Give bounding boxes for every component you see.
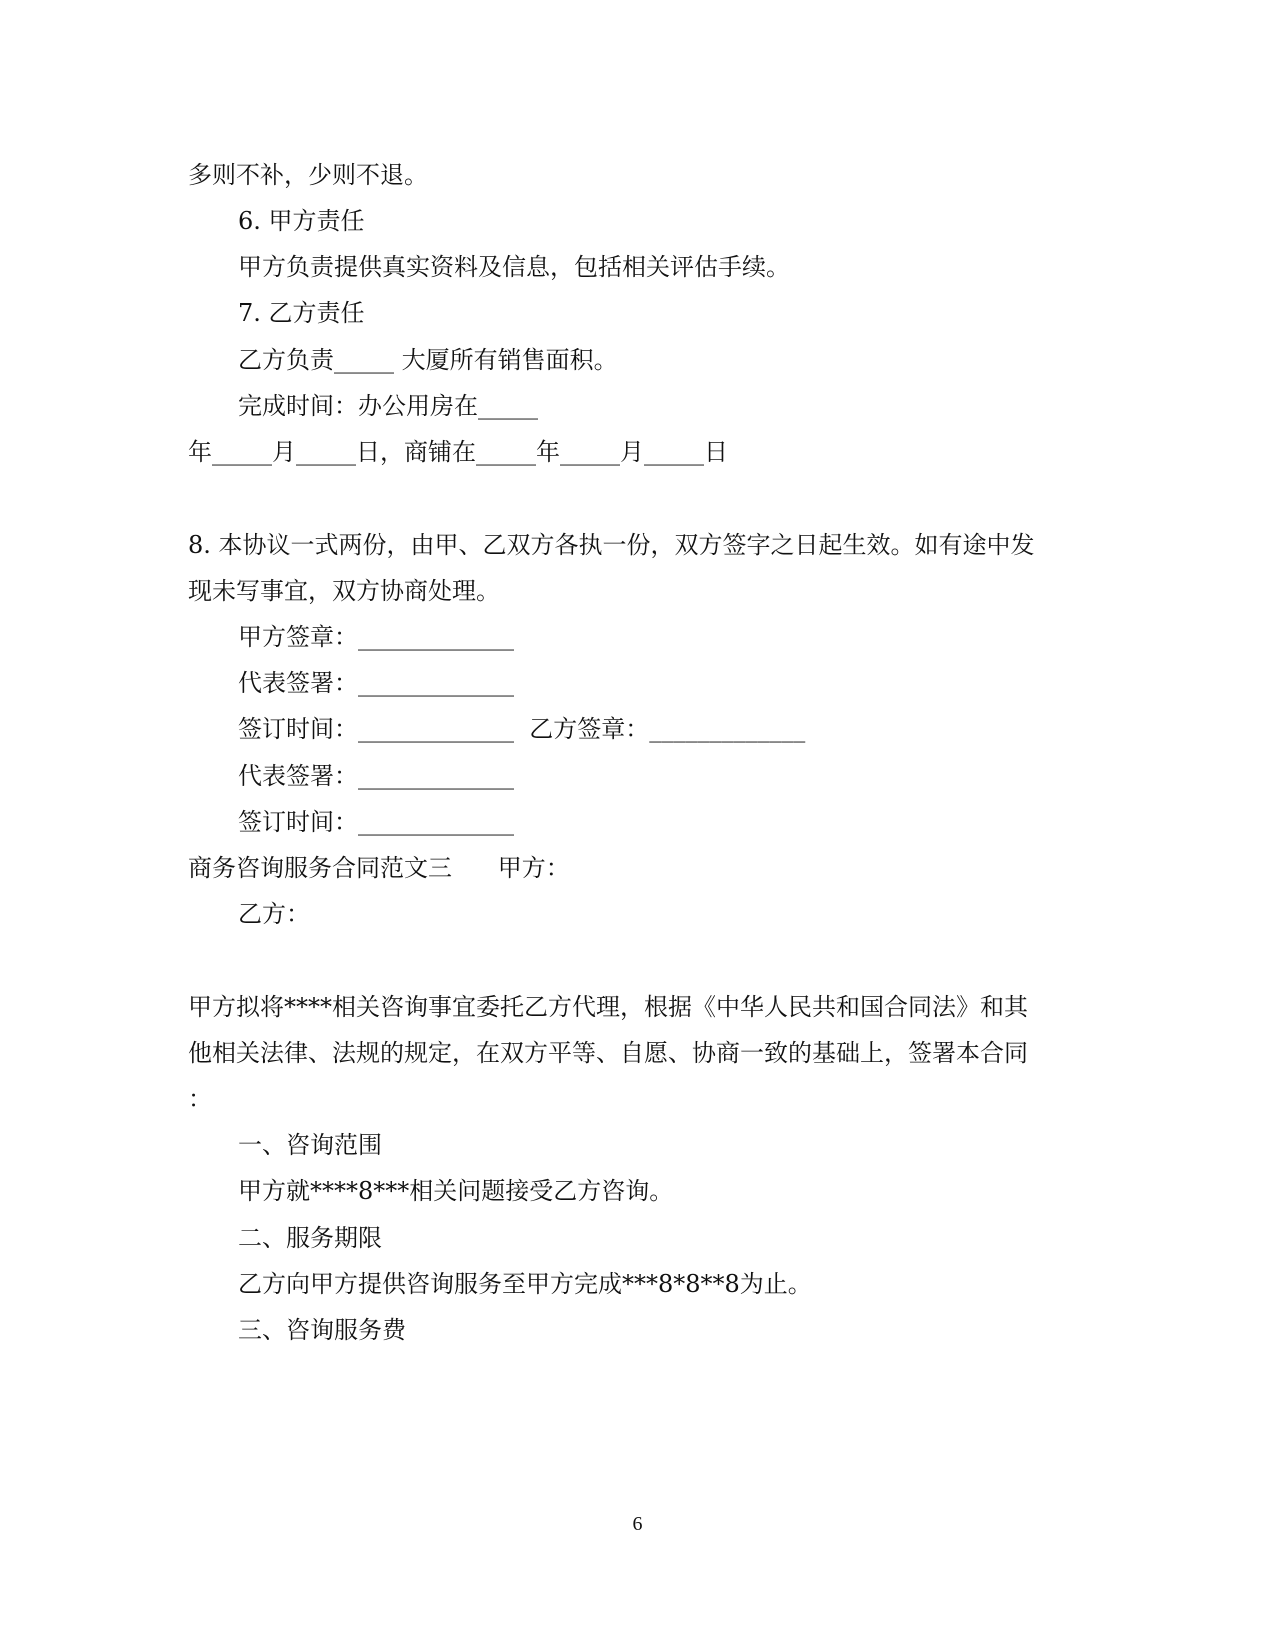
signature-line: 甲方签章：_____________ — [238, 623, 514, 651]
text-line: 年_____月_____日，商铺在_____年_____月_____日 — [188, 438, 728, 466]
text-line: 甲方负责提供真实资料及信息，包括相关评估手续。 — [238, 253, 790, 281]
contract-title: 商务咨询服务合同范文三 甲方： — [188, 854, 570, 882]
section-heading: 一、咨询范围 — [238, 1131, 382, 1159]
text-line: 乙方： — [238, 900, 310, 928]
signature-line: 签订时间：_____________ — [238, 808, 514, 836]
signature-line: 代表签署：_____________ — [238, 762, 514, 790]
signature-line: 签订时间：_____________ 乙方签章：_____________ — [238, 715, 806, 743]
signature-line: 代表签署：_____________ — [238, 669, 514, 697]
section-heading: 三、咨询服务费 — [238, 1316, 406, 1344]
text-line: 他相关法律、法规的规定，在双方平等、自愿、协商一致的基础上，签署本合同 — [188, 1039, 1028, 1067]
section-heading: 6. 甲方责任 — [238, 207, 365, 235]
text-line: 多则不补，少则不退。 — [188, 161, 428, 189]
text-line: 8. 本协议一式两份，由甲、乙双方各执一份，双方签字之日起生效。如有途中发 — [188, 531, 1035, 559]
text-line: 现未写事宜，双方协商处理。 — [188, 577, 500, 605]
text-line: 乙方向甲方提供咨询服务至甲方完成***8*8**8为止。 — [238, 1270, 812, 1298]
text-line: 乙方负责_____ 大厦所有销售面积。 — [238, 346, 618, 374]
text-line: ： — [188, 1085, 212, 1113]
text-line: 甲方拟将****相关咨询事宜委托乙方代理，根据《中华人民共和国合同法》和其 — [188, 993, 1028, 1021]
text-line: 甲方就****8***相关问题接受乙方咨询。 — [238, 1177, 674, 1205]
page-number: 6 — [632, 1513, 643, 1535]
section-heading: 7. 乙方责任 — [238, 299, 365, 327]
text-line: 完成时间：办公用房在_____ — [238, 392, 538, 420]
section-heading: 二、服务期限 — [238, 1224, 382, 1252]
